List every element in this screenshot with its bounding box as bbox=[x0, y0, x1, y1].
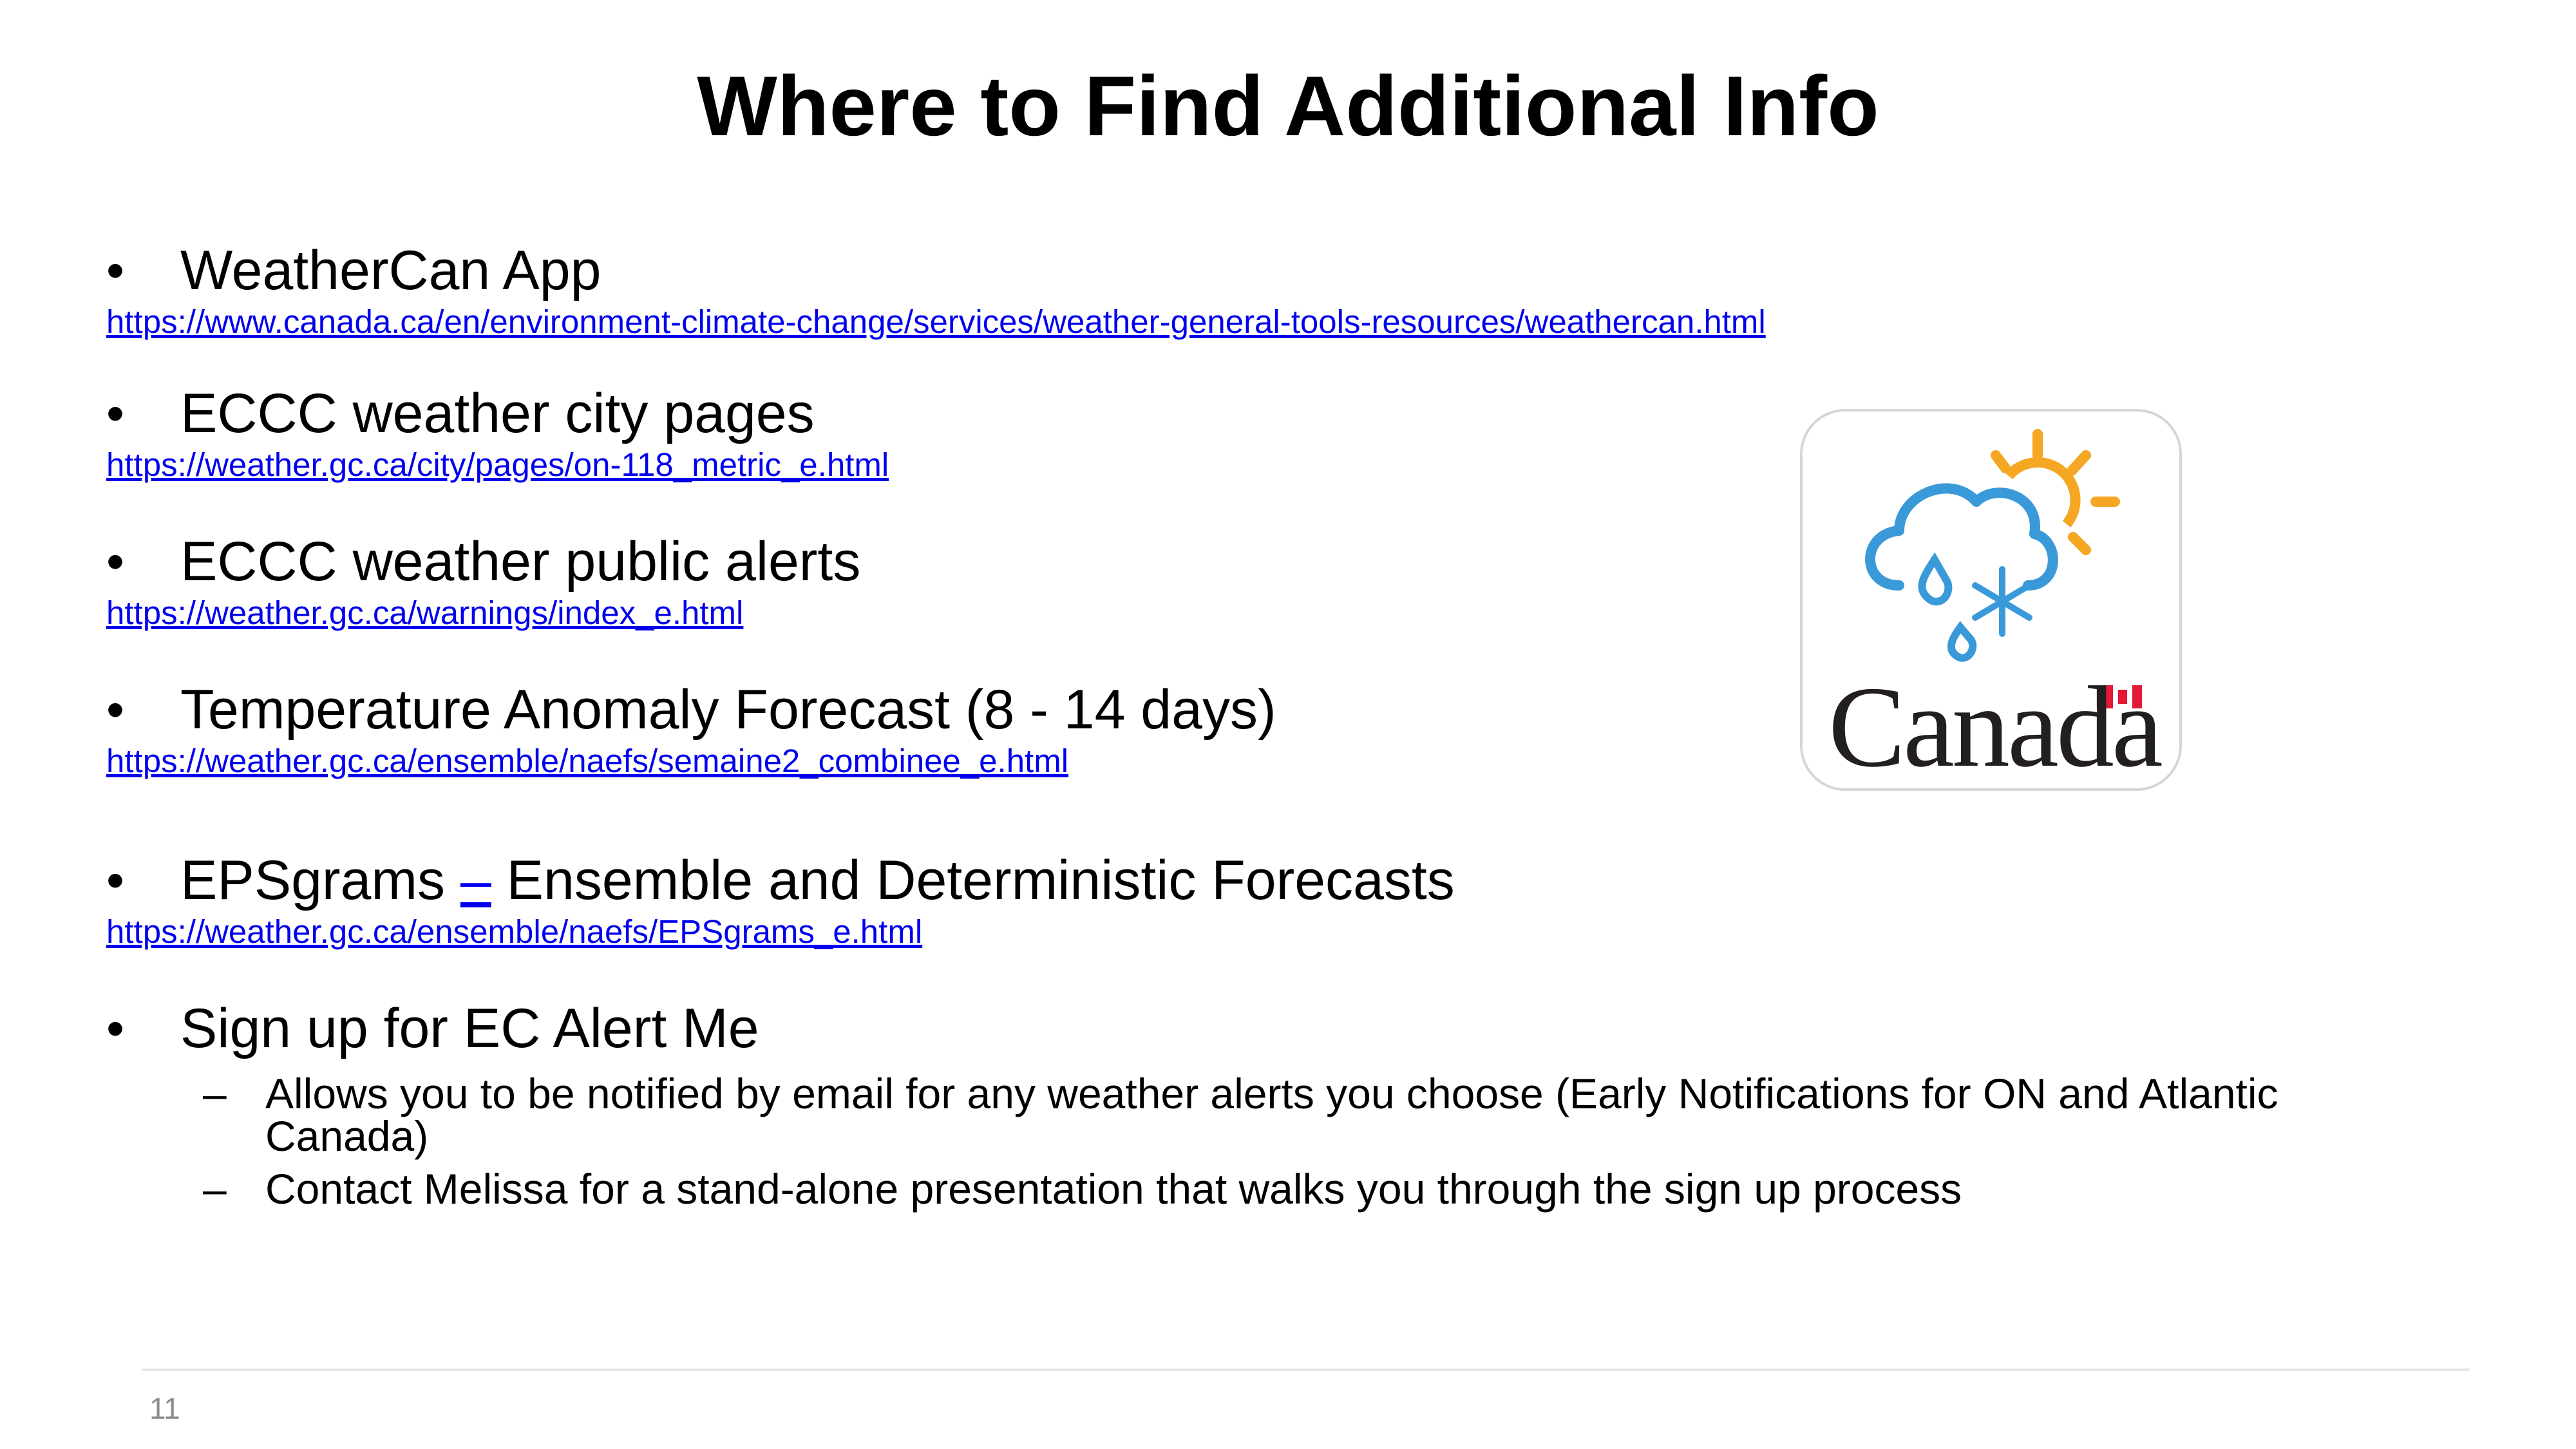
sub-item-contact bbox=[106, 1165, 2360, 1213]
item-label-prefix: EPSgrams bbox=[180, 849, 460, 911]
dash-icon: – bbox=[203, 1070, 227, 1117]
dash-icon: – bbox=[203, 1165, 227, 1213]
list-item-alert-me bbox=[106, 996, 2360, 1061]
city-pages-link[interactable]: https://weather.gc.ca/city/pages/on-118_metric_e.html bbox=[106, 446, 889, 483]
item-label: ECCC weather city pages bbox=[180, 383, 815, 444]
epsgrams-link[interactable]: https://weather.gc.ca/ensemble/naefs/EPSgrams_e.html bbox=[106, 913, 923, 950]
footer-divider bbox=[142, 1368, 2470, 1371]
canada-wordmark: Canada bbox=[1828, 663, 2161, 791]
item-label: Temperature Anomaly Forecast (8 - 14 days) bbox=[180, 679, 1276, 741]
weathercan-link[interactable]: https://www.canada.ca/en/environment-climate-change/services/weather-general-tools-resources/weathercan.html bbox=[106, 303, 1766, 340]
list-item-epsgrams bbox=[106, 848, 2360, 913]
bullet-icon: • bbox=[106, 851, 125, 909]
item-label: ECCC weather public alerts bbox=[180, 531, 861, 592]
temperature-anomaly-link[interactable]: https://weather.gc.ca/ensemble/naefs/semaine2_combinee_e.html bbox=[106, 743, 1069, 779]
item-label-suffix: Ensemble and Deterministic Forecasts bbox=[491, 849, 1455, 911]
bullet-icon: • bbox=[106, 533, 125, 590]
sub-item-notifications bbox=[106, 1070, 2360, 1160]
bullet-icon: • bbox=[106, 681, 125, 738]
sub-item-text: Allows you to be notified by email for any weather alerts you choose (Early Notifications for ON and Atlantic Canada) bbox=[265, 1070, 2278, 1160]
bullet-icon: • bbox=[106, 384, 125, 442]
epsgrams-dash-link[interactable]: – bbox=[460, 849, 491, 911]
sub-item-text: Contact Melissa for a stand-alone presentation that walks you through the sign up process bbox=[265, 1165, 1962, 1213]
bullet-icon: • bbox=[106, 242, 125, 299]
bullet-icon: • bbox=[106, 999, 125, 1057]
list-item-weathercan bbox=[106, 238, 2360, 303]
weathercan-app-icon bbox=[1800, 409, 2182, 791]
slide-title: Where to Find Additional Info bbox=[697, 59, 1879, 153]
page-number: 11 bbox=[149, 1392, 180, 1425]
item-label: Sign up for EC Alert Me bbox=[180, 998, 759, 1059]
public-alerts-link[interactable]: https://weather.gc.ca/warnings/index_e.html bbox=[106, 594, 744, 631]
item-label: WeatherCan App bbox=[180, 240, 601, 301]
